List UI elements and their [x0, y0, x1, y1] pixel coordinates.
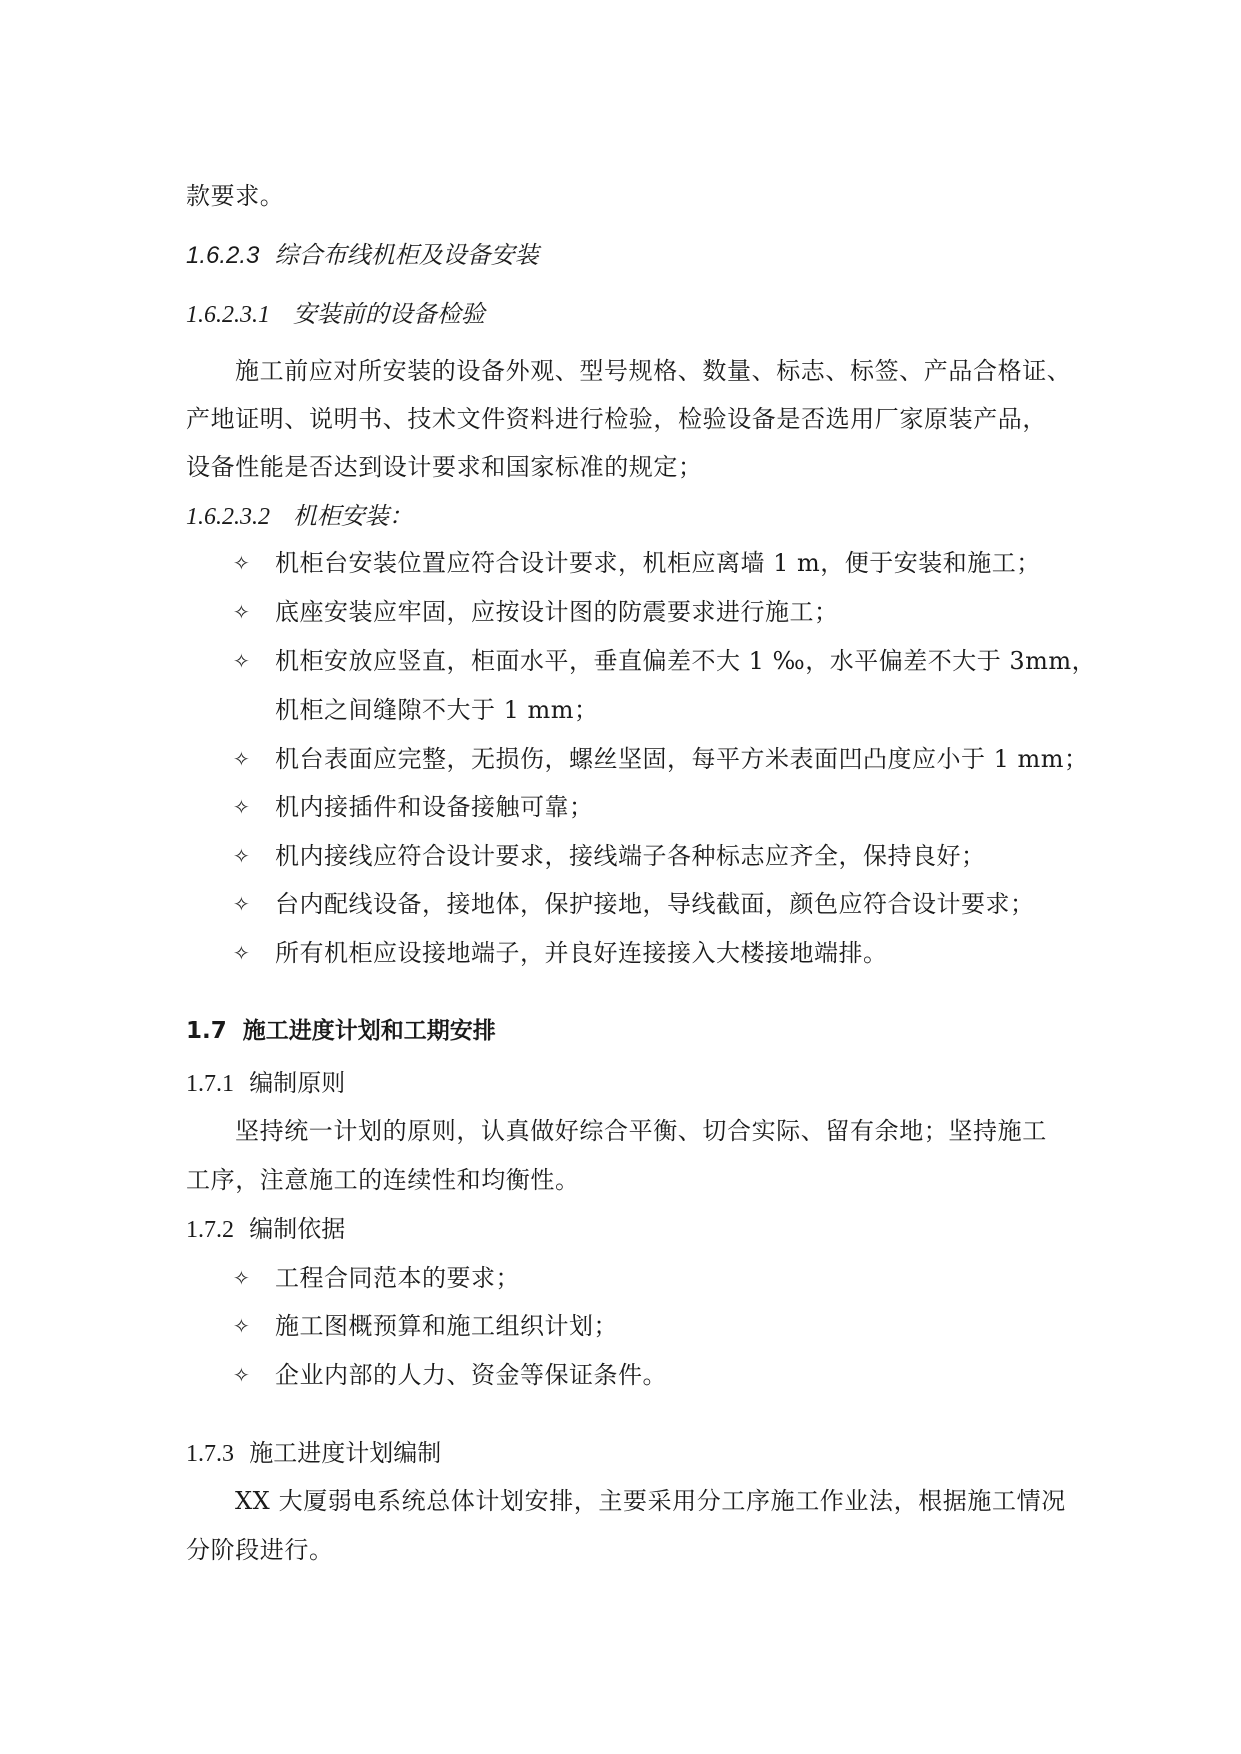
heading-number: 1.7.1: [186, 1071, 234, 1097]
bullet-icon: ✧: [233, 941, 250, 965]
bullet-text: 机台表面应完整，无损伤，螺丝坚固，每平方米表面凹凸度应小于 1 mm；: [275, 745, 1089, 773]
inspection-paragraph-line-2: 产地证明、说明书、技术文件资料进行检验，检验设备是否选用厂家原装产品，: [186, 405, 1047, 433]
bullet-text: 台内配线设备，接地体，保护接地，导线截面，颜色应符合设计要求；: [275, 890, 1035, 918]
bullet-icon: ✧: [233, 1314, 250, 1338]
plan-paragraph-line-2: 分阶段进行。: [186, 1536, 334, 1564]
bullet-icon: ✧: [233, 649, 250, 673]
bullet-icon: ✧: [233, 747, 250, 771]
principle-paragraph-line-2: 工序，注意施工的连续性和均衡性。: [186, 1166, 580, 1194]
bullet-icon: ✧: [233, 892, 250, 916]
bullet-text: 机柜安放应竖直，柜面水平，垂直偏差不大 1 ‰，水平偏差不大于 3mm，: [275, 647, 1097, 675]
heading-1-7-2: [186, 1213, 345, 1246]
bullet-icon: ✧: [233, 1266, 250, 1290]
heading-1-6-2-3: [186, 239, 539, 272]
heading-1-6-2-3-2: [186, 500, 413, 533]
heading-number: 1.6.2.3.2: [186, 504, 270, 530]
section-heading-1-7: [186, 1015, 496, 1047]
bullet-text: 企业内部的人力、资金等保证条件。: [275, 1361, 667, 1389]
bullet-text: 机内接线应符合设计要求，接线端子各种标志应齐全，保持良好；: [275, 842, 986, 870]
bullet-icon: ✧: [233, 795, 250, 819]
bullet-icon: ✧: [233, 600, 250, 624]
heading-number: 1.6.2.3: [186, 242, 260, 269]
heading-1-7-1: [186, 1067, 345, 1100]
heading-title: 综合布线机柜及设备安装: [274, 241, 539, 269]
heading-number: 1.7.3: [186, 1441, 234, 1467]
section-number: 1.7: [186, 1018, 227, 1044]
bullet-text: 底座安装应牢固，应按设计图的防震要求进行施工；: [275, 598, 839, 626]
bullet-text: 工程合同范本的要求；: [275, 1264, 520, 1292]
plan-paragraph-line-1: XX 大厦弱电系统总体计划安排，主要采用分工序施工作业法，根据施工情况: [235, 1487, 1066, 1515]
heading-1-7-3: [186, 1437, 441, 1470]
section-title: 施工进度计划和工期安排: [242, 1018, 496, 1044]
bullet-text: 机柜台安装位置应符合设计要求，机柜应离墙 1 m，便于安装和施工；: [275, 549, 1041, 577]
bullet-icon: ✧: [233, 551, 250, 575]
heading-title: 施工进度计划编制: [249, 1439, 442, 1467]
inspection-paragraph-line-1: 施工前应对所安装的设备外观、型号规格、数量、标志、标签、产品合格证、: [235, 357, 1072, 385]
bullet-icon: ✧: [233, 1363, 250, 1387]
heading-title: 机柜安装：: [292, 502, 413, 530]
heading-number: 1.7.2: [186, 1217, 234, 1243]
bullet-text-continuation: 机柜之间缝隙不大于 1 mm；: [275, 696, 599, 724]
heading-1-6-2-3-1: [186, 298, 485, 331]
heading-title: 编制原则: [249, 1069, 346, 1097]
inspection-paragraph-line-3: 设备性能是否达到设计要求和国家标准的规定；: [186, 453, 703, 481]
bullet-text: 施工图概预算和施工组织计划；: [275, 1312, 618, 1340]
bullet-text: 机内接插件和设备接触可靠；: [275, 793, 594, 821]
bullet-icon: ✧: [233, 844, 250, 868]
heading-title: 安装前的设备检验: [292, 300, 485, 328]
principle-paragraph-line-1: 坚持统一计划的原则，认真做好综合平衡、切合实际、留有余地；坚持施工: [235, 1117, 1047, 1145]
heading-number: 1.6.2.3.1: [186, 302, 270, 328]
paragraph-continuation: 款要求。: [186, 182, 285, 210]
bullet-text: 所有机柜应设接地端子，并良好连接接入大楼接地端排。: [275, 939, 888, 967]
heading-title: 编制依据: [249, 1215, 346, 1243]
